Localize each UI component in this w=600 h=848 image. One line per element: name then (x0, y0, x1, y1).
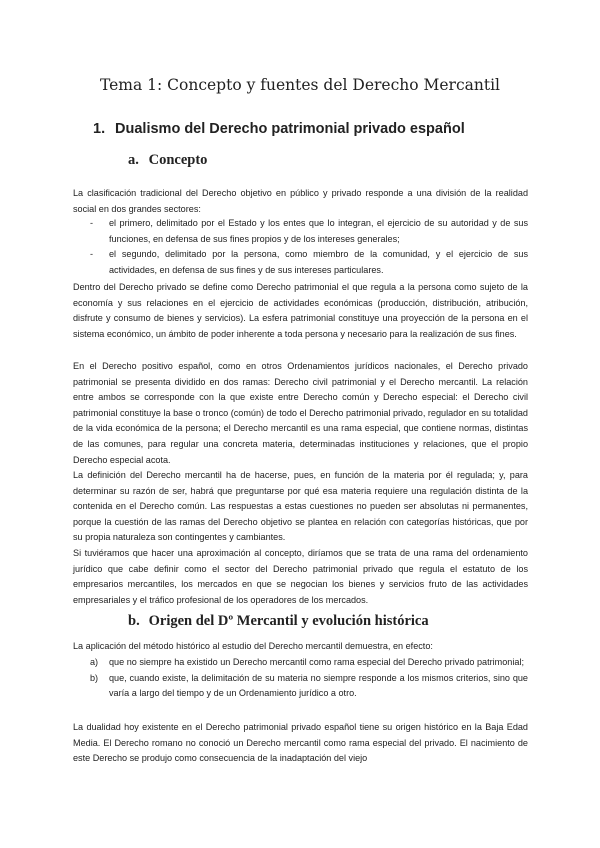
paragraph-concept-approach: Si tuviéramos que hacer una aproximación al concepto, diríamos que se trata de una rama del ordenamiento jurídico que cabe definir como el sector del Derecho patrimonial privado que regula el estatuto de los empresarios mercantiles, los mercados en que se negocian los bienes y servicios fruto de las actividades empresariales y el tráfico profesional de los operadores de los mercados. (73, 548, 528, 605)
paragraph-definition: La definición del Derecho mercantil ha de hacerse, pues, en función de la materia por él regulada; y, para determinar su razón de ser, habrá que preguntarse por qué esa materia requiere una regulación distinta de la contenida en el Derecho común. Las respuestas a estas cuestiones no pueden ser absolutas ni permanentes, porque la cuestión de las ramas del Derecho objetivo se plantea en relación con categorías históricas, que por su propia naturaleza son contingentes y cambiantes. (73, 470, 528, 543)
subsection-b-title: Origen del Dº Mercantil y evolución histórica (148, 613, 429, 629)
subsection-b-number: b. (128, 613, 140, 629)
section-1-heading (93, 121, 465, 137)
list-marker: - (90, 218, 94, 228)
subsection-a-heading (128, 152, 207, 169)
paragraph-positive-law: En el Derecho positivo español, como en otros Ordenamientos jurídicos nacionales, el Derecho privado patrimonial se presenta dividido en dos ramas: Derecho civil patrimonial y el Derecho mercantil. La relación entre ambos se corresponde con la que existe entre Derecho común y Derecho especial: el Derecho civil patrimonial constituye la base o tronco (común) de todo el Derecho patrimonial privado, regulador en su totalidad de la vida económica de la persona; el Derecho mercantil es una rama especial, que contiene normas, distintas de las comunes, para regular una concreta materia, determinadas instituciones y relaciones, que el propio Derecho especial acota. (73, 361, 528, 465)
list-marker: b) (90, 672, 99, 683)
list-item (73, 216, 528, 247)
list-item (73, 247, 528, 278)
list-item (73, 655, 528, 671)
subsection-b-heading (128, 613, 429, 630)
list-item-text: el primero, delimitado por el Estado y los entes que lo integran, el ejercicio de su autoridad y de sus funciones, en defensa de sus fines propios y de los intereses generales; (109, 218, 528, 244)
list-item-text: que, cuando existe, la delimitación de su materia no siempre responde a los mismos criterios, sino que varía a largo del tiempo y de un Ordenamiento jurídico a otro. (109, 672, 528, 699)
paragraph-duality-origin: La dualidad hoy existente en el Derecho patrimonial privado español tiene su origen histórico en la Baja Edad Media. El Derecho romano no conoció un Derecho mercantil como rama especial del privado. El nacimiento de este Derecho se produjo como consecuencia de la inadaptación del viejo (73, 722, 528, 764)
section-1-number: 1. (93, 121, 106, 137)
subsection-a-number: a. (128, 152, 139, 168)
sectors-list (73, 216, 528, 278)
list-marker: - (90, 249, 94, 260)
list-item (73, 671, 528, 702)
paragraph-historical-method: La aplicación del método histórico al estudio del Derecho mercantil demuestra, en efecto: (73, 641, 433, 651)
historical-points-list (73, 655, 528, 702)
section-1-title: Dualismo del Derecho patrimonial privado español (115, 121, 465, 137)
list-marker: a) (90, 657, 99, 667)
list-item-text: el segundo, delimitado por la persona, como miembro de la comunidad, y el ejercicio de sus actividades, en defensa de sus fines y de sus intereses particulares. (109, 249, 528, 275)
subsection-a-title: Concepto (148, 152, 208, 168)
paragraph-patrimonial-law: Dentro del Derecho privado se define como Derecho patrimonial el que regula a la persona como sujeto de la economía y sus relaciones en el ejercicio de actividades económicas (producción, distribución, atribución, disfrute y consumo de bienes y servicios). La esfera patrimonial constituye una proyección de la persona en el sistema económico, un ámbito de poder inherente a toda persona y necesario para la realización de sus fines. (73, 282, 528, 339)
list-item-text: que no siempre ha existido un Derecho mercantil como rama especial del Derecho privado patrimonial; (109, 657, 524, 667)
paragraph-classification: La clasificación tradicional del Derecho objetivo en público y privado responde a una división de la realidad social en dos grandes sectores: (73, 188, 528, 214)
document-title: Tema 1: Concepto y fuentes del Derecho Mercantil (99, 76, 501, 94)
